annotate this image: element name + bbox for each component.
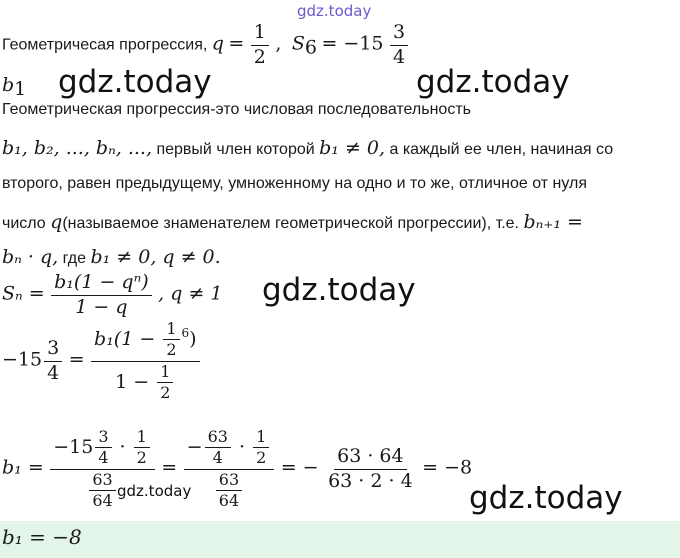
find-line [2,74,26,100]
definition-text: а каждый ее член, начиная со [389,141,614,158]
substitution-fraction [91,320,200,403]
fraction-denominator: 4 [212,448,223,468]
definition-text: где [62,250,86,267]
watermark: gdz.today [117,482,192,500]
watermark: gdz.today [262,272,416,308]
find-subscript: 1 [14,78,27,100]
equals: = [68,348,85,371]
fraction-denominator: 64 [218,491,240,511]
definition-text: (называемое знаменателем геометрической прогрессии), т.е. [62,215,519,232]
fraction-denominator: 1 − q [75,295,128,318]
fraction-denominator [211,470,247,511]
definition-line-3: второго, равен предыдущему, умноженному на одно и то же, отличное от нуля [2,175,587,192]
fraction-denominator: 2 [166,340,177,360]
solution-lhs: b₁ = [2,456,44,479]
sum-formula [2,272,223,319]
conditions: b₁ ≠ 0, q ≠ 0. [90,246,221,268]
definition-text: первый член которой [156,141,315,158]
fraction-numerator: b₁(1 − qⁿ) [51,272,152,296]
mixed-number-fraction [44,338,62,385]
fraction-numerator: 1 [134,428,150,448]
multiply-dot: · [238,435,246,458]
answer-highlight [0,521,680,558]
fraction-numerator: 3 [390,22,408,46]
s6-subscript: 6 [304,36,317,59]
inner-fraction [163,320,179,360]
solution-result: = −8 [422,456,473,479]
inner-fraction [205,428,231,468]
fraction-numerator: 63 [216,471,242,491]
watermark-top: gdz.today [297,2,372,20]
definition-line-4 [2,211,583,233]
fraction-denominator: 2 [136,448,147,468]
inner-fraction [157,363,173,403]
definition-text: число [2,215,46,232]
watermark: gdz.today [469,480,623,516]
solution [2,428,472,511]
fraction-numerator: 1 [251,22,269,46]
equals-minus: = − [280,456,319,479]
definition-line-5 [2,246,221,268]
fraction-denominator: 63 · 2 · 4 [328,469,413,492]
fraction-denominator: 64 [92,491,113,511]
watermark: gdz.today [58,64,212,100]
exponent: 6 [181,325,190,340]
fraction-numerator: 3 [95,428,111,448]
fraction-numerator: 1 [253,428,269,448]
solution-fraction-2 [184,428,275,511]
s6-fraction [390,22,408,69]
sum-lhs: Sₙ = [2,282,45,305]
q-var: q [50,211,63,233]
fraction-denominator [84,470,120,511]
fraction-denominator [112,362,178,403]
b1-condition: b₁ ≠ 0, [319,137,386,159]
inner-fraction [216,471,242,511]
fraction-numerator: 1 [157,363,173,383]
sequence: b₁, b₂, ..., bₙ, ..., [2,137,153,159]
half-fraction [134,428,150,468]
recurrence-formula: bₙ₊₁ = [523,211,583,233]
inner-fraction [89,471,115,511]
fraction-numerator: 63 · 64 [334,446,406,470]
definition-line-2 [2,137,613,159]
minus-sign: − [186,435,203,458]
find-var: b [2,74,15,96]
sum-fraction [51,272,152,319]
mixed-number-fraction [95,428,111,468]
solution-fraction-1 [50,428,155,511]
answer-text: b₁ = −8 [2,525,82,549]
mixed-number-whole: −15 [2,348,43,371]
fraction-numerator [50,428,155,470]
fraction-denominator: 4 [98,448,109,468]
given-line: Геометричесая прогрессия, q = $\frac{1}{2}$ , $S_6 = -15$ $\frac{3}{4}$ [2,22,410,69]
fraction-denominator: 2 [256,448,267,468]
fraction-numerator [91,320,200,362]
fraction-numerator: 3 [44,338,62,362]
fraction-denominator: 2 [160,383,171,403]
s6-var: S [291,32,305,55]
substitution [2,320,202,403]
fraction-denominator: 2 [253,45,266,68]
fraction-numerator: 63 [205,428,231,448]
definition-line-1: Геометрическая прогрессия-это числовая последовательность [2,101,471,118]
fraction-denominator: 4 [392,45,406,68]
solution-fraction-3 [325,446,416,493]
fraction-numerator [184,428,275,470]
fraction-denominator: 4 [47,361,60,384]
given-text: Геометричесая прогрессия, [2,36,208,54]
equals: = [161,456,178,479]
recurrence-formula: bₙ · q, [2,246,59,268]
paren: ) [189,327,197,350]
s6-value: = −15 [321,32,384,55]
numerator-text: b₁(1 − [94,327,156,350]
q-fraction [251,22,269,69]
equals: = [228,32,245,55]
mixed-number-whole: −15 [53,435,94,458]
denominator-text: 1 − [115,370,150,393]
multiply-dot: · [119,435,126,458]
watermark: gdz.today [416,64,570,100]
fraction-numerator: 1 [163,320,179,340]
fraction-numerator: 63 [89,471,115,491]
sum-condition: , q ≠ 1 [158,282,223,305]
q-var: q [211,32,224,55]
half-fraction [253,428,269,468]
